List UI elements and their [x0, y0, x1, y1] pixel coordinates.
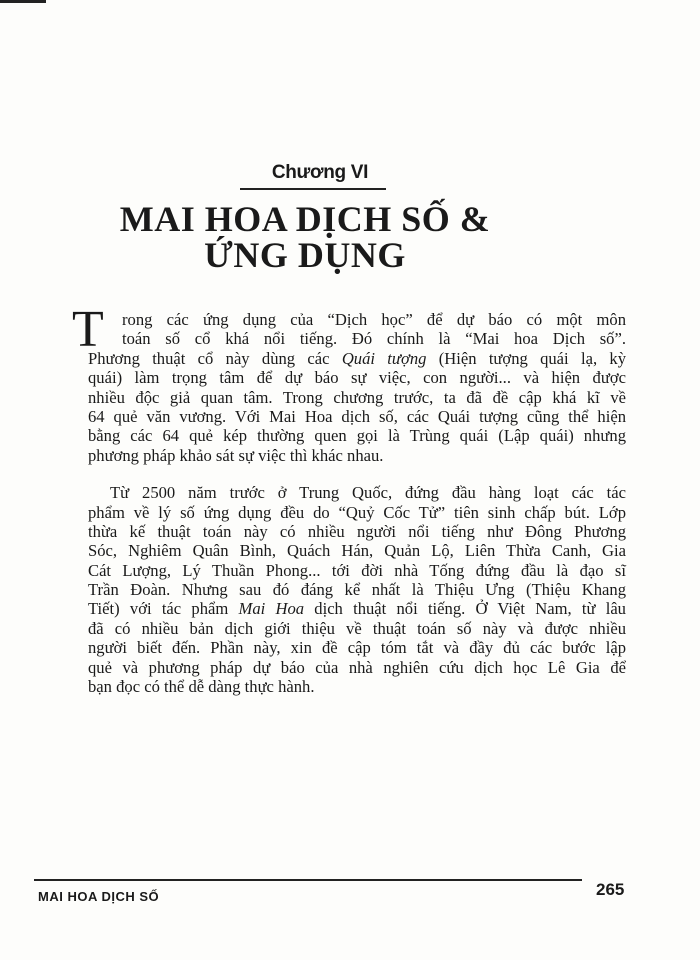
text-segment: phẩm về lý số ứng dụng đều do “Quỷ Cốc Tử” tiên sinh chấp bút. Lớp — [88, 502, 626, 522]
running-title: MAI HOA DỊCH SỐ — [38, 889, 160, 904]
page-number: 265 — [596, 880, 625, 899]
text-segment: Phương thuật cổ này dùng các — [88, 348, 342, 368]
text-segment: nhiều độc giả quan tâm. Trong chương trước, ta đã đề cập khá kĩ về — [88, 387, 626, 407]
drop-cap: T — [72, 301, 104, 358]
text-segment: thừa kế thuật toán này có nhiều người nổi tiếng như Đông Phương — [88, 521, 626, 541]
text-line — [88, 561, 626, 580]
footer-divider — [34, 879, 582, 881]
text-line — [88, 310, 626, 329]
text-line — [88, 541, 626, 560]
text-segment: (Hiện tượng quái lạ, kỳ — [426, 348, 626, 368]
italic-term: Quái tượng — [341, 348, 427, 368]
text-segment: toán số cổ khá nổi tiếng. Đó chính là “Mai hoa Dịch số”. — [122, 329, 626, 349]
text-line — [88, 446, 626, 465]
text-segment: Tiết) với tác phẩm — [88, 599, 239, 619]
chapter-divider — [240, 188, 386, 190]
text-line — [88, 349, 626, 368]
text-line — [88, 329, 626, 348]
text-line — [88, 677, 626, 696]
text-line — [88, 522, 626, 541]
text-line — [88, 658, 626, 677]
text-segment: rong các ứng dụng của “Dịch học” để dự báo có một môn — [122, 310, 626, 329]
scan-edge — [0, 0, 46, 3]
body-text — [72, 301, 626, 714]
text-segment: Cát Lượng, Lý Thuần Phong... tới đời nhà Tống đứng đầu là đạo sĩ — [88, 560, 626, 580]
text-line — [88, 483, 626, 502]
text-segment: bằng các 64 quẻ kép thường quen gọi là Trùng quái (Lập quái) nhưng — [88, 426, 626, 446]
text-segment: 64 quẻ văn vương. Với Mai Hoa dịch số, các Quái tượng cũng thể hiện — [88, 406, 626, 426]
text-line — [88, 426, 626, 445]
text-line — [88, 638, 626, 657]
text-line — [88, 368, 626, 387]
chapter-label: Chương VI — [271, 162, 369, 183]
text-segment: Từ 2500 năm trước ở Trung Quốc, đứng đầu hàng loạt các tác — [110, 483, 626, 503]
text-line — [88, 407, 626, 426]
text-segment: bạn đọc có thể dễ dàng thực hành. — [88, 677, 315, 697]
text-segment: người biết đến. Phần này, xin đề cập tóm tắt và đầy đủ các bước lập — [88, 638, 626, 658]
text-segment: quái) làm trọng tâm để dự báo sự việc, con người... và hiện được — [88, 368, 626, 388]
text-segment: đã có nhiều bản dịch giới thiệu về thuật toán số này và được nhiều — [88, 618, 626, 638]
text-segment: Sóc, Nghiêm Quân Bình, Quách Hán, Quản Lộ, Liên Thừa Canh, Gia — [88, 541, 626, 561]
text-segment: Trần Đoàn. Nhưng sau đó đáng kể nhất là Thiệu Ưng (Thiệu Khang — [88, 580, 626, 600]
text-line — [88, 580, 626, 599]
text-line — [88, 388, 626, 407]
text-line — [88, 619, 626, 638]
paragraph — [72, 301, 626, 465]
paragraph — [88, 483, 626, 696]
text-line — [88, 503, 626, 522]
chapter-title-line-1: MAI HOA DỊCH SỐ & — [119, 199, 491, 239]
chapter-title-line-2: ỨNG DỤNG — [204, 235, 406, 275]
text-segment: phương pháp khảo sát sự việc thì khác nhau. — [88, 445, 384, 465]
italic-term: Mai Hoa — [238, 599, 305, 619]
text-segment: quẻ và phương pháp dự báo của nhà nghiên cứu dịch học Lê Gia để — [88, 657, 626, 677]
text-line — [88, 599, 626, 618]
text-segment: dịch thuật nổi tiếng. Ở Việt Nam, từ lâu — [304, 599, 626, 619]
